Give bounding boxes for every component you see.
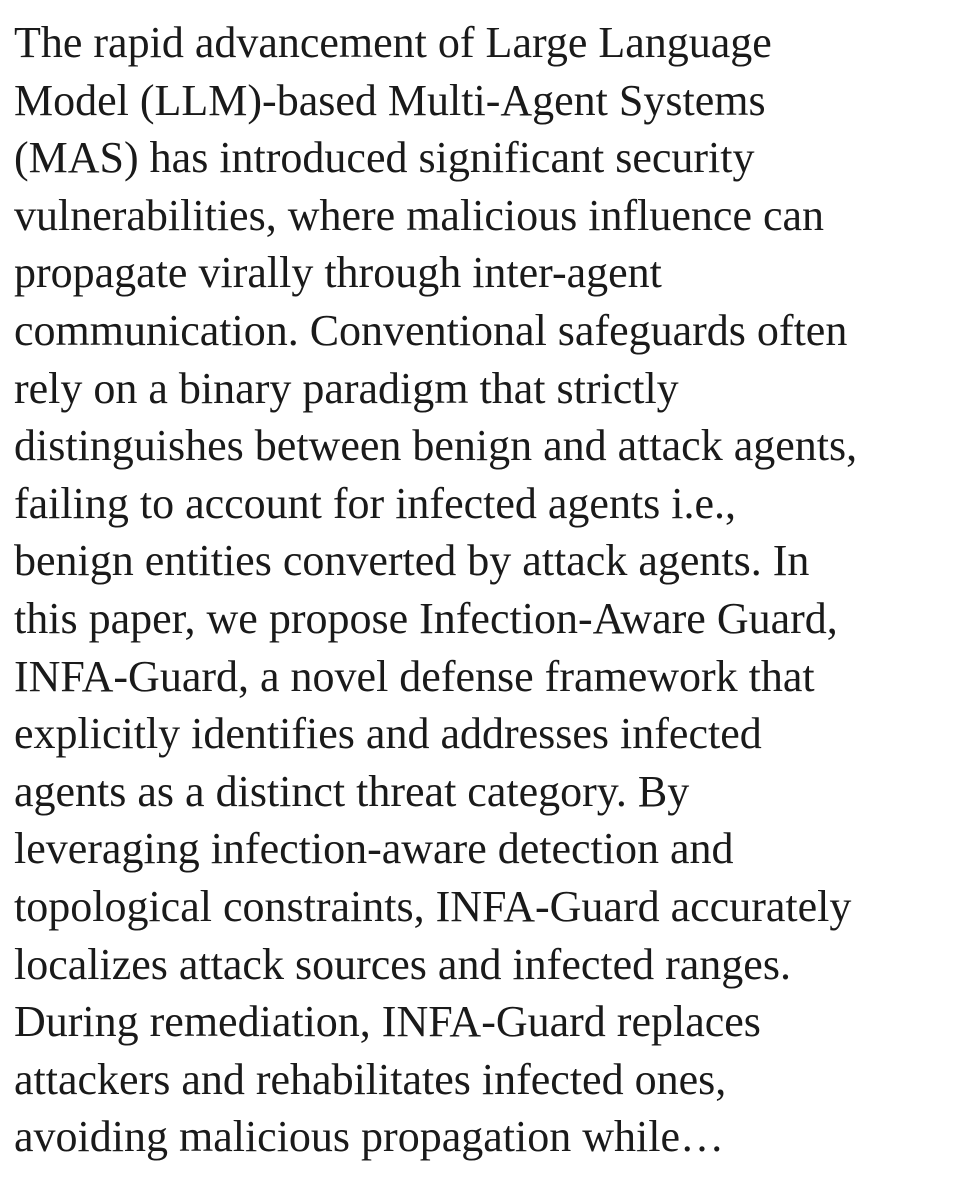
- abstract-line: During remediation, INFA-Guard replaces: [14, 997, 761, 1047]
- abstract-line: distinguishes between benign and attack agents,: [14, 421, 858, 471]
- abstract-line: failing to account for infected agents i.e.,: [14, 478, 737, 528]
- abstract-line: agents as a distinct threat category. By: [14, 766, 690, 816]
- abstract-line: attackers and rehabilitates infected ones,: [14, 1054, 727, 1104]
- abstract-line: INFA-Guard, a novel defense framework that: [14, 651, 815, 701]
- abstract-line: The rapid advancement of Large Language: [14, 18, 772, 67]
- abstract-line: localizes attack sources and infected ranges.: [14, 939, 791, 989]
- abstract-line: topological constraints, INFA-Guard accurately: [14, 881, 852, 931]
- abstract-text: [14, 14, 960, 1166]
- abstract-line: benign entities converted by attack agents. In: [14, 536, 810, 586]
- abstract-line: explicitly identifies and addresses infected: [14, 709, 762, 759]
- abstract-line: avoiding malicious propagation while…: [14, 1112, 724, 1162]
- abstract-line: (MAS) has introduced significant security: [14, 133, 755, 183]
- abstract-line: leveraging infection-aware detection and: [14, 824, 734, 874]
- abstract-line: propagate virally through inter-agent: [14, 248, 662, 298]
- abstract-line: this paper, we propose Infection-Aware Guard,: [14, 593, 838, 643]
- abstract-line: Model (LLM)-based Multi-Agent Systems: [14, 75, 766, 125]
- abstract-line: vulnerabilities, where malicious influence can: [14, 190, 825, 240]
- abstract-line: rely on a binary paradigm that strictly: [14, 363, 679, 413]
- abstract-line: communication. Conventional safeguards often: [14, 305, 848, 355]
